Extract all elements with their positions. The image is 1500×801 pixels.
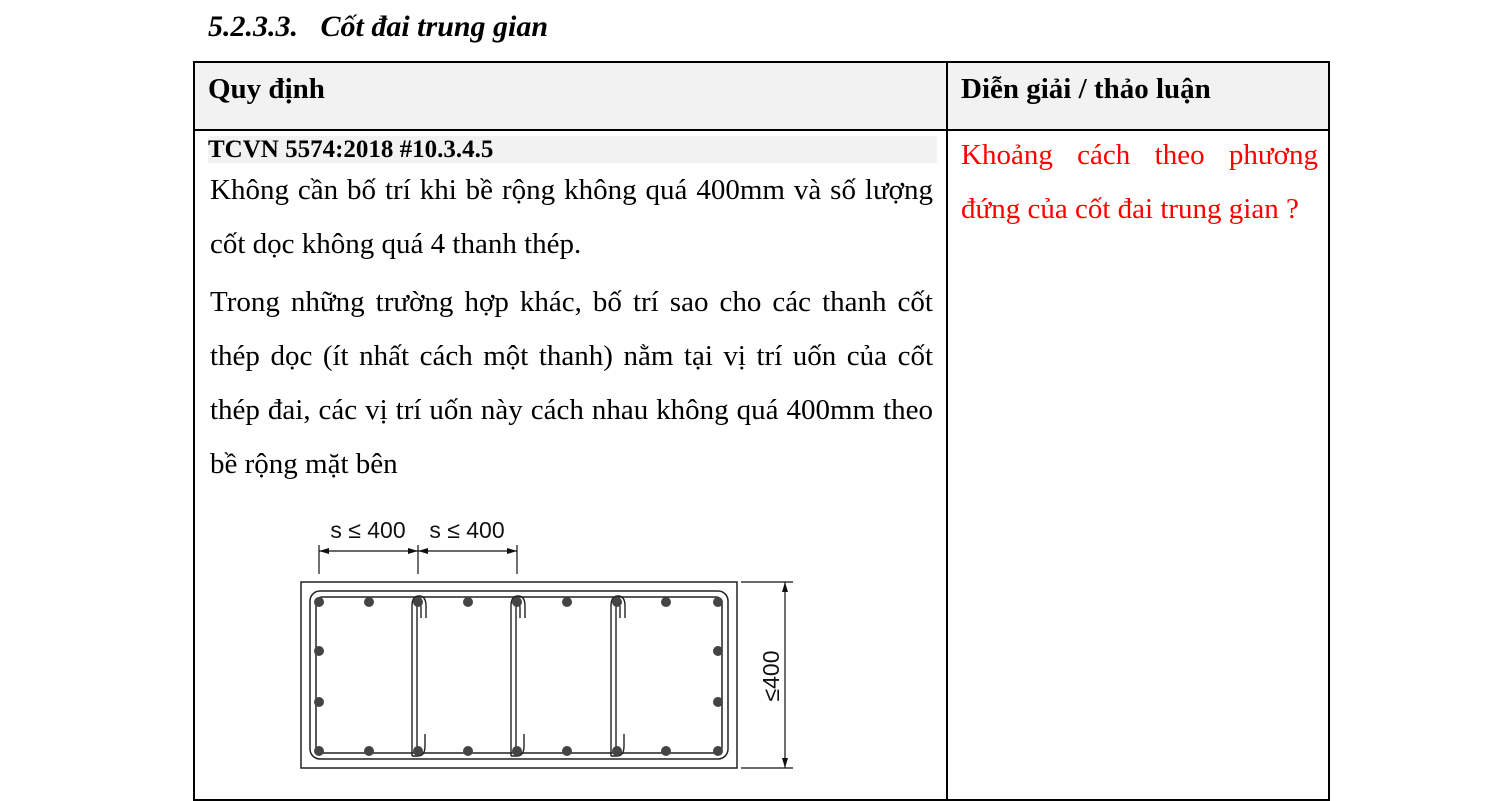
header-discussion: Diễn giải / thảo luận	[961, 73, 1211, 105]
column-divider	[946, 63, 948, 799]
spacing-dimension-lines	[319, 545, 517, 574]
height-label: ≤400	[758, 650, 784, 702]
discussion-note: Khoảng cách theo phương đứng của cốt đai trung gian ?	[961, 139, 1318, 225]
concrete-section-outline	[301, 582, 737, 768]
rule-paragraph-2: Trong những trường hợp khác, bố trí sao cho các thanh cốt thép dọc (ít nhất cách một thanh) nằm tại vị trí uốn của cốt thép đai, các vị trí uốn này cách nhau không quá 400mm theo bề rộng mặt bên	[210, 286, 933, 480]
section-title: 5.2.3.3. Cốt đai trung gian	[208, 10, 549, 43]
spacing-label-2: s ≤ 400	[429, 518, 505, 543]
spacing-label-1: s ≤ 400	[330, 518, 406, 543]
header-rule: Quy định	[208, 73, 325, 105]
rule-paragraph-1: Không cần bố trí khi bề rộng không quá 400mm và số lượng cốt dọc không quá 4 thanh thép.	[210, 174, 933, 260]
standard-reference: TCVN 5574:2018 #10.3.4.5	[208, 136, 937, 163]
regulation-table	[193, 61, 1330, 801]
table-header-row	[195, 63, 1328, 131]
stirrup-section-figure	[295, 518, 805, 778]
